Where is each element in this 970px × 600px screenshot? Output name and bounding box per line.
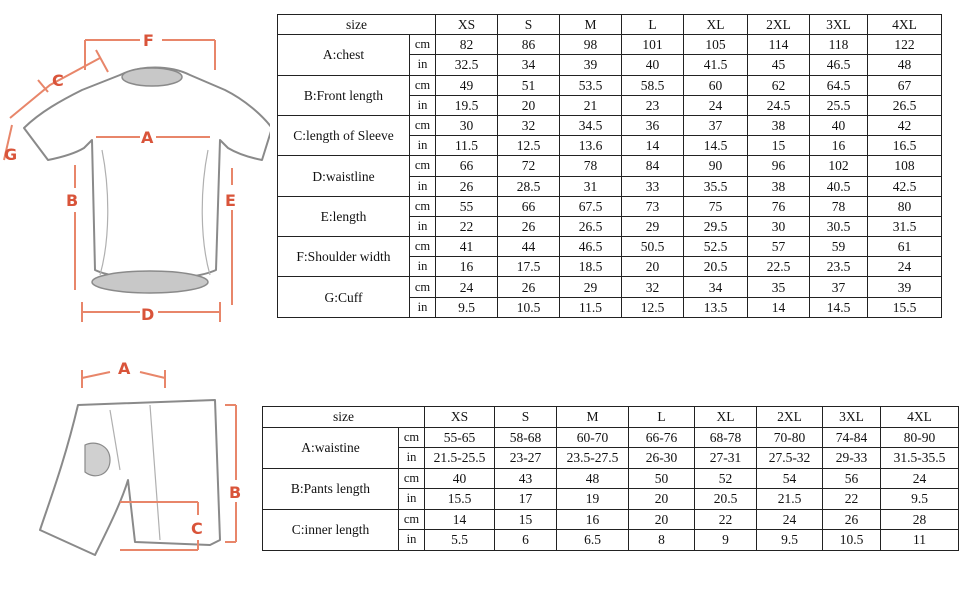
table-cell: 58.5 (622, 75, 684, 95)
table-cell: 40 (425, 468, 495, 489)
measurement-label: A:chest (278, 35, 410, 75)
table-cell: 46.5 (810, 55, 868, 75)
table-cell: 23.5-27.5 (557, 448, 629, 469)
table-cell: 9.5 (757, 530, 823, 551)
table-cell: 60-70 (557, 427, 629, 448)
unit-label-cm: cm (410, 237, 436, 257)
table-cell: 15 (748, 136, 810, 156)
table-cell: 70-80 (757, 427, 823, 448)
table-cell: 80-90 (881, 427, 959, 448)
table-cell: 54 (757, 468, 823, 489)
table-cell: 44 (498, 237, 560, 257)
table-cell: 46.5 (560, 237, 622, 257)
measurement-label: D:waistline (278, 156, 410, 196)
table-cell: 38 (748, 176, 810, 196)
table-cell: 50 (629, 468, 695, 489)
table-cell: 31.5 (868, 216, 942, 236)
table-cell: 84 (622, 156, 684, 176)
table-cell: 34 (684, 277, 748, 297)
size-column-header: XS (436, 15, 498, 35)
unit-label-in: in (410, 297, 436, 317)
table-cell: 32.5 (436, 55, 498, 75)
table-cell: 20.5 (684, 257, 748, 277)
table-cell: 34.5 (560, 115, 622, 135)
table-cell: 22 (695, 509, 757, 530)
table-cell: 24 (684, 95, 748, 115)
table-cell: 59 (810, 237, 868, 257)
table-cell: 108 (868, 156, 942, 176)
table-cell: 19 (557, 489, 629, 510)
size-column-header: M (557, 407, 629, 428)
table-cell: 42.5 (868, 176, 942, 196)
table-cell: 16 (557, 509, 629, 530)
size-column-header: M (560, 15, 622, 35)
table-cell: 38 (748, 115, 810, 135)
table-cell: 20 (622, 257, 684, 277)
header-row (263, 407, 959, 428)
table-cell: 67.5 (560, 196, 622, 216)
table-cell: 55-65 (425, 427, 495, 448)
jersey-size-table (277, 14, 942, 318)
table-cell: 26 (436, 176, 498, 196)
table-cell: 51 (498, 75, 560, 95)
table-cell: 72 (498, 156, 560, 176)
size-column-header: 2XL (757, 407, 823, 428)
table-cell: 90 (684, 156, 748, 176)
table-cell: 12.5 (622, 297, 684, 317)
jersey-collar (122, 68, 182, 86)
table-cell: 73 (622, 196, 684, 216)
jersey-label-a: A (141, 128, 154, 147)
table-cell: 40 (810, 115, 868, 135)
table-cell: 27-31 (695, 448, 757, 469)
table-row (278, 277, 942, 297)
table-cell: 78 (560, 156, 622, 176)
shorts-table-body (263, 407, 959, 551)
table-cell: 53.5 (560, 75, 622, 95)
table-cell: 27.5-32 (757, 448, 823, 469)
size-header-cell: size (263, 407, 425, 428)
unit-label-in: in (399, 448, 425, 469)
table-cell: 14 (622, 136, 684, 156)
table-cell: 26.5 (560, 216, 622, 236)
size-column-header: 4XL (868, 15, 942, 35)
table-cell: 67 (868, 75, 942, 95)
table-cell: 122 (868, 35, 942, 55)
table-cell: 15.5 (868, 297, 942, 317)
measurement-label: B:Pants length (263, 468, 399, 509)
table-cell: 102 (810, 156, 868, 176)
table-cell: 30 (436, 115, 498, 135)
table-cell: 12.5 (498, 136, 560, 156)
table-cell: 55 (436, 196, 498, 216)
table-cell: 23.5 (810, 257, 868, 277)
table-cell: 52.5 (684, 237, 748, 257)
table-cell: 30.5 (810, 216, 868, 236)
table-cell: 60 (684, 75, 748, 95)
table-cell: 66-76 (629, 427, 695, 448)
table-cell: 21.5-25.5 (425, 448, 495, 469)
size-column-header: 2XL (748, 15, 810, 35)
shorts-label-c: C (191, 519, 203, 538)
table-cell: 18.5 (560, 257, 622, 277)
table-cell: 24 (881, 468, 959, 489)
table-cell: 20 (629, 489, 695, 510)
table-row (278, 115, 942, 135)
jersey-diagram (0, 20, 270, 330)
table-row (278, 75, 942, 95)
table-cell: 101 (622, 35, 684, 55)
table-cell: 31.5-35.5 (881, 448, 959, 469)
table-row (263, 427, 959, 448)
table-cell: 96 (748, 156, 810, 176)
table-cell: 29 (560, 277, 622, 297)
table-cell: 5.5 (425, 530, 495, 551)
table-cell: 25.5 (810, 95, 868, 115)
table-cell: 11.5 (560, 297, 622, 317)
unit-label-cm: cm (399, 427, 425, 448)
table-cell: 56 (823, 468, 881, 489)
table-cell: 19.5 (436, 95, 498, 115)
table-cell: 11 (881, 530, 959, 551)
size-header-cell: size (278, 15, 436, 35)
table-cell: 20.5 (695, 489, 757, 510)
size-column-header: S (495, 407, 557, 428)
size-column-header: S (498, 15, 560, 35)
unit-label-in: in (399, 530, 425, 551)
unit-label-in: in (410, 95, 436, 115)
table-cell: 49 (436, 75, 498, 95)
table-cell: 15.5 (425, 489, 495, 510)
table-cell: 23 (622, 95, 684, 115)
table-cell: 76 (748, 196, 810, 216)
table-cell: 24.5 (748, 95, 810, 115)
table-row (263, 509, 959, 530)
table-cell: 26.5 (868, 95, 942, 115)
table-cell: 48 (868, 55, 942, 75)
table-cell: 78 (810, 196, 868, 216)
table-cell: 26-30 (629, 448, 695, 469)
unit-label-in: in (410, 216, 436, 236)
table-cell: 58-68 (495, 427, 557, 448)
table-cell: 34 (498, 55, 560, 75)
shorts-label-a: A (118, 359, 131, 378)
table-cell: 118 (810, 35, 868, 55)
table-cell: 75 (684, 196, 748, 216)
table-cell: 26 (498, 277, 560, 297)
table-cell: 37 (684, 115, 748, 135)
header-row (278, 15, 942, 35)
jersey-label-d: D (141, 305, 155, 324)
table-cell: 22 (436, 216, 498, 236)
table-cell: 15 (495, 509, 557, 530)
table-row (278, 156, 942, 176)
table-row (278, 196, 942, 216)
table-cell: 22.5 (748, 257, 810, 277)
unit-label-cm: cm (410, 277, 436, 297)
measurement-label: G:Cuff (278, 277, 410, 317)
jersey-hem (92, 271, 208, 293)
unit-label-cm: cm (399, 509, 425, 530)
table-cell: 8 (629, 530, 695, 551)
table-cell: 43 (495, 468, 557, 489)
table-cell: 68-78 (695, 427, 757, 448)
table-cell: 16 (810, 136, 868, 156)
table-row (263, 468, 959, 489)
jersey-table-body (278, 15, 942, 318)
table-cell: 13.6 (560, 136, 622, 156)
table-cell: 17.5 (498, 257, 560, 277)
table-cell: 14 (425, 509, 495, 530)
table-cell: 24 (868, 257, 942, 277)
unit-label-cm: cm (410, 196, 436, 216)
jersey-outline (24, 68, 270, 280)
shorts-label-b: B (229, 483, 242, 502)
table-cell: 36 (622, 115, 684, 135)
size-column-header: 3XL (823, 407, 881, 428)
table-cell: 66 (436, 156, 498, 176)
table-cell: 11.5 (436, 136, 498, 156)
table-cell: 45 (748, 55, 810, 75)
table-cell: 31 (560, 176, 622, 196)
table-cell: 6 (495, 530, 557, 551)
table-cell: 10.5 (498, 297, 560, 317)
table-cell: 40.5 (810, 176, 868, 196)
table-cell: 41.5 (684, 55, 748, 75)
table-cell: 21 (560, 95, 622, 115)
size-column-header: XL (684, 15, 748, 35)
table-cell: 24 (436, 277, 498, 297)
size-column-header: L (622, 15, 684, 35)
measurement-label: C:length of Sleeve (278, 115, 410, 155)
table-cell: 28 (881, 509, 959, 530)
table-cell: 9.5 (881, 489, 959, 510)
table-cell: 30 (748, 216, 810, 236)
table-cell: 17 (495, 489, 557, 510)
table-cell: 29-33 (823, 448, 881, 469)
table-cell: 29.5 (684, 216, 748, 236)
table-cell: 82 (436, 35, 498, 55)
measurement-label: B:Front length (278, 75, 410, 115)
table-cell: 41 (436, 237, 498, 257)
jersey-label-b: B (66, 191, 79, 210)
table-cell: 14.5 (684, 136, 748, 156)
table-cell: 74-84 (823, 427, 881, 448)
table-cell: 23-27 (495, 448, 557, 469)
table-cell: 9 (695, 530, 757, 551)
table-cell: 86 (498, 35, 560, 55)
table-cell: 6.5 (557, 530, 629, 551)
table-cell: 37 (810, 277, 868, 297)
unit-label-in: in (410, 176, 436, 196)
table-cell: 66 (498, 196, 560, 216)
table-cell: 52 (695, 468, 757, 489)
shorts-pad (85, 443, 110, 476)
size-column-header: 4XL (881, 407, 959, 428)
jersey-label-e: E (225, 191, 236, 210)
table-cell: 39 (560, 55, 622, 75)
table-cell: 26 (498, 216, 560, 236)
table-cell: 35 (748, 277, 810, 297)
table-cell: 42 (868, 115, 942, 135)
unit-label-cm: cm (410, 35, 436, 55)
jersey-label-c: C (52, 71, 64, 90)
measurement-label: F:Shoulder width (278, 237, 410, 277)
table-cell: 32 (622, 277, 684, 297)
unit-label-cm: cm (410, 156, 436, 176)
table-cell: 40 (622, 55, 684, 75)
table-cell: 39 (868, 277, 942, 297)
table-cell: 64.5 (810, 75, 868, 95)
shorts-diagram (10, 350, 260, 590)
table-cell: 50.5 (622, 237, 684, 257)
table-cell: 13.5 (684, 297, 748, 317)
table-cell: 62 (748, 75, 810, 95)
shorts-size-table (262, 406, 959, 551)
unit-label-in: in (410, 55, 436, 75)
size-column-header: XS (425, 407, 495, 428)
size-column-header: L (629, 407, 695, 428)
table-cell: 10.5 (823, 530, 881, 551)
table-row (278, 35, 942, 55)
table-cell: 14.5 (810, 297, 868, 317)
table-cell: 20 (498, 95, 560, 115)
unit-label-in: in (410, 257, 436, 277)
table-cell: 35.5 (684, 176, 748, 196)
table-cell: 28.5 (498, 176, 560, 196)
table-cell: 48 (557, 468, 629, 489)
measurement-label: C:inner length (263, 509, 399, 550)
size-column-header: XL (695, 407, 757, 428)
table-cell: 26 (823, 509, 881, 530)
table-cell: 20 (629, 509, 695, 530)
table-cell: 80 (868, 196, 942, 216)
unit-label-in: in (399, 489, 425, 510)
table-cell: 57 (748, 237, 810, 257)
table-cell: 21.5 (757, 489, 823, 510)
table-cell: 61 (868, 237, 942, 257)
table-cell: 105 (684, 35, 748, 55)
unit-label-cm: cm (399, 468, 425, 489)
unit-label-cm: cm (410, 75, 436, 95)
measurement-label: A:waistine (263, 427, 399, 468)
table-cell: 9.5 (436, 297, 498, 317)
measurement-label: E:length (278, 196, 410, 236)
table-cell: 16.5 (868, 136, 942, 156)
table-cell: 114 (748, 35, 810, 55)
unit-label-cm: cm (410, 115, 436, 135)
table-row (278, 237, 942, 257)
table-cell: 14 (748, 297, 810, 317)
jersey-label-g: G (4, 145, 18, 164)
size-column-header: 3XL (810, 15, 868, 35)
table-cell: 32 (498, 115, 560, 135)
table-cell: 22 (823, 489, 881, 510)
table-cell: 24 (757, 509, 823, 530)
table-cell: 33 (622, 176, 684, 196)
table-cell: 29 (622, 216, 684, 236)
table-cell: 16 (436, 257, 498, 277)
table-cell: 98 (560, 35, 622, 55)
unit-label-in: in (410, 136, 436, 156)
jersey-label-f: F (143, 31, 154, 50)
